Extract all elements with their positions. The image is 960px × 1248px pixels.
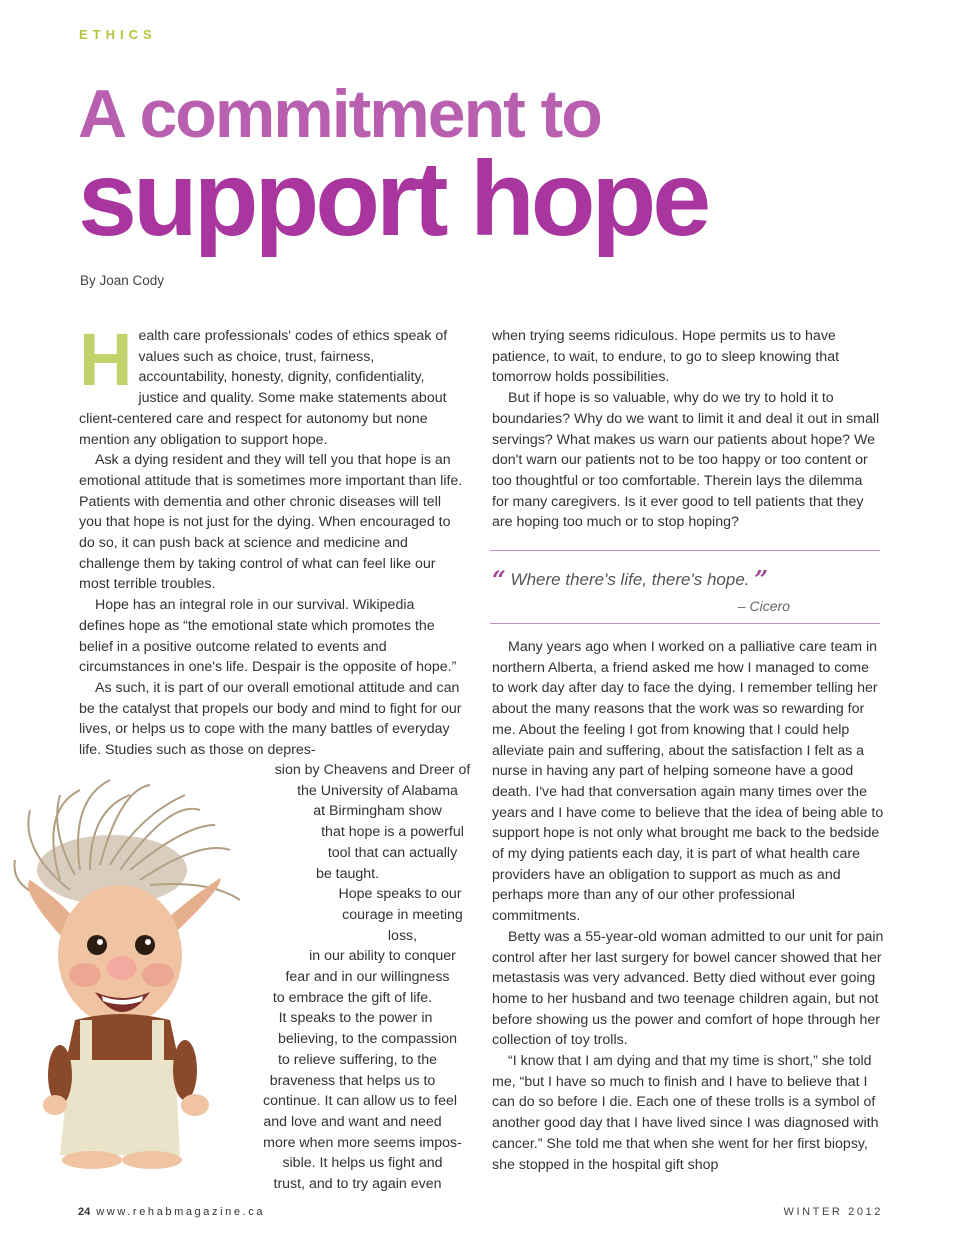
left-column-text [79, 318, 464, 761]
pull-quote-text: Where there's life, there's hope. [510, 570, 750, 589]
drop-cap: H [79, 318, 133, 401]
text-line: braveness that helps us to [269, 1072, 436, 1089]
headline-line-2: support hope [78, 140, 708, 258]
text-line: fear and in our willingness [285, 969, 450, 986]
text-line: to relieve suffering, to the [277, 1051, 438, 1068]
text-line: and love and want and need [263, 1113, 442, 1130]
text-line: Hope speaks to our [338, 886, 462, 903]
troll-doll-image [0, 770, 250, 1170]
text-line: at Birmingham show [313, 803, 442, 820]
byline: By Joan Cody [80, 273, 165, 288]
open-quote-mark: “ [492, 565, 506, 594]
issue-label: WINTER 2012 [783, 1206, 883, 1218]
pull-quote [492, 565, 882, 614]
pullquote-top-rule [490, 550, 880, 551]
text-line: more when more seems impos- [263, 1134, 462, 1151]
right-column-text-bottom [492, 637, 884, 1175]
text-line: believing, to the compassion [277, 1031, 458, 1048]
text-line: continue. It can allow us to feel [262, 1093, 457, 1110]
footer-left [78, 1206, 265, 1218]
text-line: courage in meeting loss, [342, 906, 463, 944]
text-line: to embrace the gift of life. [272, 989, 433, 1006]
page-number: 24 [78, 1206, 91, 1218]
paragraph: Many years ago when I worked on a palliative care team in northern Alberta, a friend asked me how I managed to come to work day after day to face the dying. I remember telling her about the many reasons that the work was so rewarding for me. About the feeling I got from knowing that I could help alleviate pain and suffering, about the satisfaction I felt as a nurse in having any part of helping someone have a good death. I've had that conversation again many times over the years and I have come to believe that the idea of being able to support hope is not only what brought me back to the bedside of my dying patients each day, it is part of what health care providers have an obligation to support as much as and perhaps more than any of our other professional commitments. [492, 639, 884, 925]
paragraph-text: ealth care professionals' codes of ethics speak of values such as choice, trust, fairness, accountability, honesty, dignity, confidentiality, justice and quality. Some make statements about client-centered care and respect for autonomy but none mention any obligation to support hope. [79, 328, 448, 448]
section-label: ETHICS [79, 27, 157, 42]
text-line: tool that can actually [327, 844, 458, 861]
paragraph [79, 318, 464, 450]
text-line: sible. It helps us fight and [282, 1155, 443, 1172]
text-line: the University of Alabama [297, 782, 458, 799]
paragraph: Betty was a 55-year-old woman admitted to our unit for pain control after her last surgery for bowel cancer showed that her metastasis was very advanced. Betty died without ever going home to her husband and two teenage children again, but not before showing us the power and comfort of hope through her collection of toy trolls. [492, 928, 884, 1049]
website-link[interactable]: www.rehabmagazine.ca [96, 1206, 266, 1218]
text-line: It speaks to the power in [278, 1010, 433, 1027]
text-line: sion by Cheavens and Dreer of [274, 762, 471, 778]
paragraph: when trying seems ridiculous. Hope permits us to have patience, to wait, to endure, to go to sleep knowing that tomorrow holds possibilities. [492, 328, 840, 386]
text-line: be taught. [315, 865, 380, 882]
right-column-text-top [492, 326, 882, 533]
paragraph: Hope has an integral role in our survival. Wikipedia defines hope as “the emotional state which promotes the belief in a positive outcome related to events and circumstances in one's life. Despair is the opposite of hope.” [79, 597, 457, 676]
paragraph: But if hope is so valuable, why do we try to hold it to boundaries? Why do we want to limit it and deal it out in small servings? What makes us warn our patients about hope? We don't warn our patients not to be too happy or too content or too thoughtful or too comfortable. Therein lays the dilemma for many caregivers. Is it ever good to tell patients that they are hoping too much or to stop hoping? [492, 390, 880, 531]
left-column-wrap-text [230, 760, 475, 1195]
text-line: trust, and to try again even [273, 1176, 442, 1193]
headline-line-1: A commitment to [78, 76, 601, 152]
text-line: that hope is a powerful [321, 824, 464, 841]
pull-quote-author: – Cicero [737, 598, 790, 614]
pull-quote-line [492, 565, 882, 594]
paragraph: As such, it is part of our overall emotional attitude and can be the catalyst that propels our body and mind to fight for our lives, or helps us to cope with the many battles of everyday life. Studies such as those on depres- [79, 679, 462, 759]
text-line: in our ability to conquer [309, 948, 456, 965]
pullquote-bottom-rule [490, 623, 880, 624]
close-quote-mark: ” [754, 565, 769, 594]
paragraph: “I know that I am dying and that my time is short,” she told me, “but I have so much to finish and I have to believe that I can do so before I die. Each one of these trolls is a symbol of another good day that I have lived since I was diagnosed with cancer.” She told me that when she went for her first biopsy, she stopped in the hospital gift shop [492, 1053, 879, 1173]
paragraph: Ask a dying resident and they will tell you that hope is an emotional attitude that is sometimes more important than life. Patients with dementia and other chronic diseases will tell you that hope is not just for the dying. When encouraged to do so, it can push back at science and medicine and challenge them by taking control of what can feel like our most terrible troubles. [79, 452, 463, 593]
